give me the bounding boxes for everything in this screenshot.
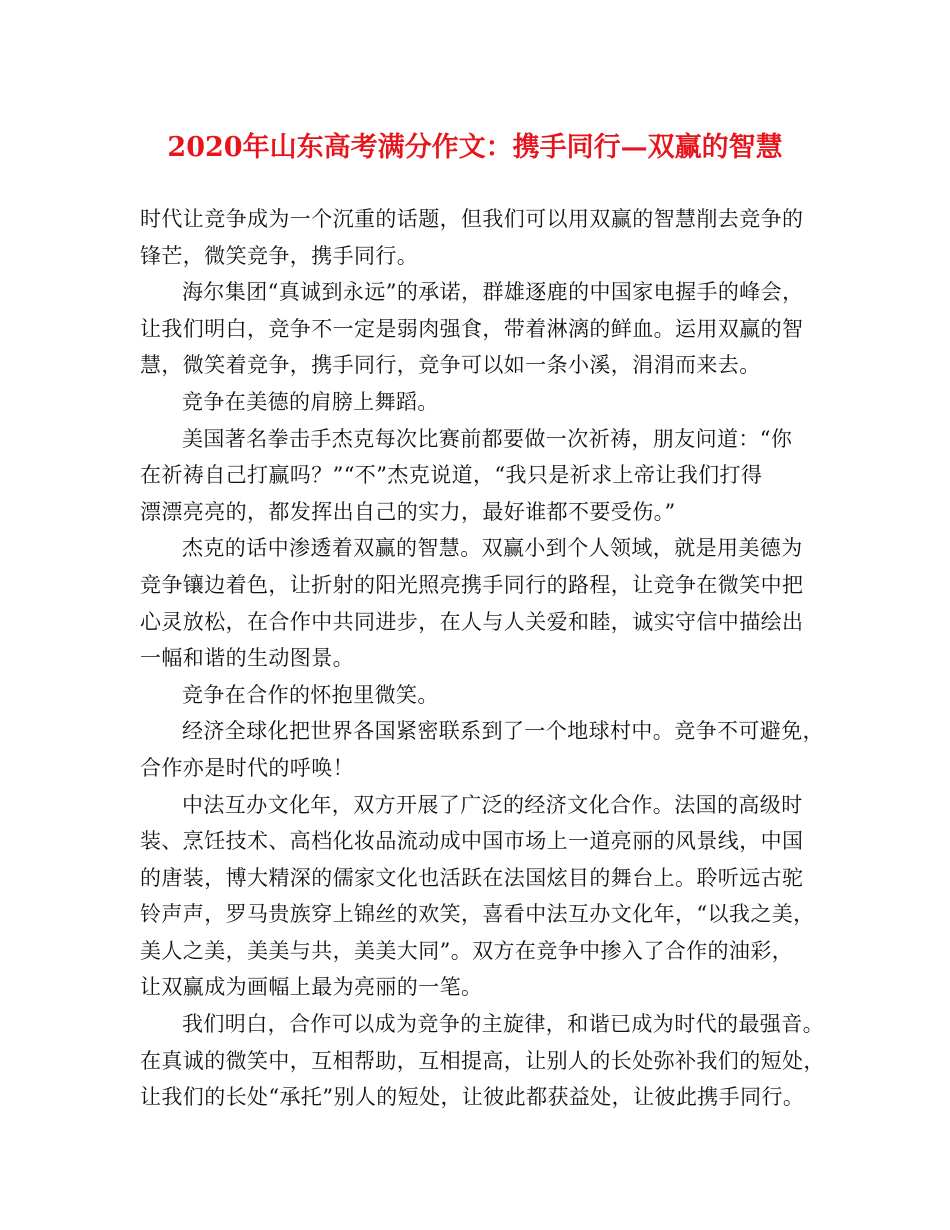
text-line: 时代让竞争成为一个沉重的话题，但我们可以用双赢的智慧削去竞争的 bbox=[140, 207, 804, 231]
text-line: 竞争在美德的肩膀上舞蹈。 bbox=[182, 389, 439, 414]
text-line: 经济全球化把世界各国紧密联系到了一个地球村中。竞争不可避免， bbox=[182, 719, 824, 744]
text-line: 慧，微笑着竞争，携手同行，竞争可以如一条小溪，涓涓而来去。 bbox=[140, 353, 761, 378]
text-line: 让双赢成为画幅上最为亮丽的一笔。 bbox=[140, 975, 483, 1000]
paragraph bbox=[140, 274, 830, 384]
text-line: 竞争镶边着色，让折射的阳光照亮携手同行的路程，让竞争在微笑中把 bbox=[140, 572, 804, 597]
text-line: 在祈祷自己打赢吗？”“不”杰克说道，“我只是祈求上帝让我们打得 bbox=[140, 463, 763, 488]
text-line: 美人之美，美美与共，美美大同”。双方在竞争中掺入了合作的油彩， bbox=[140, 938, 794, 963]
text-line: 锋芒，微笑竞争，携手同行。 bbox=[140, 243, 419, 268]
paragraph bbox=[140, 384, 830, 421]
paragraph bbox=[140, 421, 830, 531]
text-line: 美国著名拳击手杰克每次比赛前都要做一次祈祷，朋友问道：“你 bbox=[182, 426, 793, 451]
text-line: 让我们明白，竞争不一定是弱肉强食，带着淋漓的鲜血。运用双赢的智 bbox=[140, 316, 804, 341]
text-line: 中法互办文化年，双方开展了广泛的经济文化合作。法国的高级时 bbox=[182, 792, 803, 817]
text-line: 铃声声，罗马贵族穿上锦丝的欢笑，喜看中法互办文化年，“以我之美， bbox=[140, 902, 815, 927]
paragraph bbox=[140, 530, 830, 676]
text-line: 让我们的长处“承托”别人的短处，让彼此都获益处，让彼此携手同行。 bbox=[140, 1085, 805, 1110]
text-line: 漂漂亮亮的，都发挥出自己的实力，最好谁都不要受伤。” bbox=[140, 499, 676, 524]
paragraph bbox=[140, 713, 830, 786]
text-line: 海尔集团“真诚到永远”的承诺，群雄逐鹿的中国家电握手的峰会， bbox=[182, 280, 804, 305]
text-line: 的唐装，博大精深的儒家文化也活跃在法国炫目的舞台上。聆听远古驼 bbox=[140, 865, 804, 890]
text-line: 在真诚的微笑中，互相帮助，互相提高，让别人的长处弥补我们的短处， bbox=[140, 1048, 825, 1073]
document-title: 2020年山东高考满分作文：携手同行—双赢的智慧 bbox=[167, 132, 783, 163]
paragraph bbox=[140, 787, 830, 1007]
text-line: 杰克的话中渗透着双赢的智慧。双赢小到个人领域，就是用美德为 bbox=[182, 536, 803, 561]
text-line: 合作亦是时代的呼唤！ bbox=[140, 755, 354, 780]
text-line: 一幅和谐的生动图景。 bbox=[140, 646, 354, 671]
paragraph bbox=[140, 201, 830, 274]
document-body bbox=[140, 201, 830, 1116]
text-line: 我们明白，合作可以成为竞争的主旋律，和谐已成为时代的最强音。 bbox=[182, 1012, 824, 1037]
text-line: 装、烹饪技术、高档化妆品流动成中国市场上一道亮丽的风景线，中国 bbox=[140, 829, 804, 854]
text-line: 心灵放松，在合作中共同进步，在人与人关爱和睦，诚实守信中描绘出 bbox=[140, 609, 804, 634]
paragraph bbox=[140, 677, 830, 714]
text-line: 竞争在合作的怀抱里微笑。 bbox=[182, 682, 439, 707]
paragraph bbox=[140, 1006, 830, 1116]
